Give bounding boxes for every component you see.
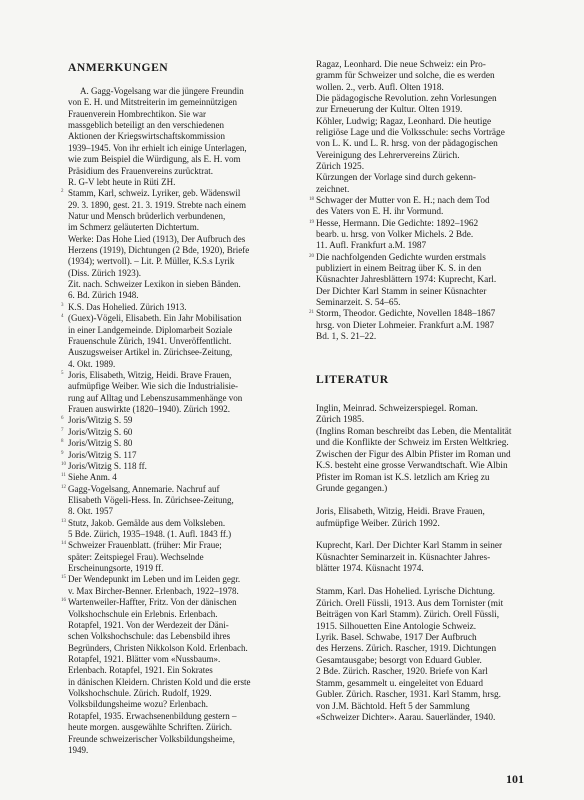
footnote-number: 9: [61, 450, 64, 456]
line-text: Gubler. Zürich. Rascher, 1931. Karl Stamm, hrsg.: [316, 690, 502, 701]
text-line: [316, 518, 440, 531]
footnote-number: 20: [309, 253, 314, 259]
line-text: Stamm, Karl. Das Hohelied. Lyrische Dichtung.: [316, 587, 495, 598]
line-text: 1949.: [68, 744, 89, 755]
line-text: Frauen auswirkte (1820–1940). Zürich 1992.: [68, 404, 230, 415]
text-line: [68, 744, 88, 757]
line-text: Zürich. Orell Füssli, 1913. Aus dem Tornister (mit: [316, 598, 504, 609]
line-text: 1915. Silhouetten Eine Antologie Schweiz.: [316, 621, 477, 632]
line-text: wollen. 2., verb. Aufl. Olten 1918.: [316, 82, 444, 93]
line-text: (Guex)-Vögeli, Elisabeth. Ein Jahr Mobilisation: [68, 313, 242, 324]
line-text: heute morgen. ausgewählte Schriften. Zürich.: [68, 722, 233, 733]
line-text: zeichnet.: [316, 184, 350, 195]
line-text: Der Dichter Karl Stamm in seiner Küsnachter: [316, 286, 487, 297]
line-text: Freunde schweizerischer Volksbildungsheime,: [68, 733, 235, 744]
line-text: hrsg. von Dieter Lohmeier. Frankfurt a.M. 1987: [316, 320, 495, 331]
footnote-number: 11: [61, 473, 66, 479]
line-text: Volkshochschule. Zürich. Rudolf, 1929.: [68, 688, 212, 699]
line-text: Begründers, Christen Nikkolson Kold. Erlenbach.: [68, 642, 248, 653]
line-text: K.S. Das Hohelied. Zürich 1913.: [68, 301, 187, 312]
line-text: Natur und Mensch brüderlich verbundenen,: [68, 210, 226, 221]
line-text: massgeblich beteiligt an den verschiedenen: [68, 120, 224, 131]
line-text: Erlenbach. Rotapfel, 1921. Ein Sokrates: [68, 665, 213, 676]
line-text: aufmüpfige Weiber. Wie sich die Industrialisie-: [68, 381, 239, 392]
line-text: Die nachfolgenden Gedichte wurden erstmals: [316, 252, 486, 263]
footnote-number: 6: [61, 416, 64, 422]
line-text: Küsnachter Jahresblättern 1974: Kuprecht, Karl.: [316, 275, 497, 286]
footnote-number: 19: [309, 219, 314, 225]
line-text: Rotapfel, 1935. Erwachsenenbildung gestern –: [68, 710, 237, 721]
line-text: Joris, Elisabeth, Witzig, Heidi. Brave Frauen,: [68, 370, 232, 380]
line-text: Kürzungen der Vorlage sind durch gekenn-: [316, 173, 476, 184]
page-number: 101: [506, 772, 524, 786]
line-text: (Inglins Roman beschreibt das Leben, die Mentalität: [316, 426, 512, 437]
line-text: Vereinigung des Lehrervereins Zürich.: [316, 150, 460, 161]
line-text: Stamm, Karl, schweiz. Lyriker, geb. Wädenswil: [68, 188, 241, 199]
line-text: Joris/Witzig S. 118 ff.: [68, 460, 147, 471]
line-text: religiöse Lage und die Volksschule: sechs Vorträge: [316, 127, 505, 138]
line-text: Elisabeth Vögeli-Hess. In. Zürichsee-Zeitung,: [68, 494, 234, 505]
line-text: 6. Bd. Zürich 1948.: [68, 290, 139, 301]
line-text: später: Zeitspiegel Frau). Wechselnde: [68, 551, 204, 562]
footnote-number: 8: [61, 439, 64, 445]
line-text: des Herzens. Zürich. Rascher, 1919. Dichtungen: [316, 644, 497, 655]
line-text: A. Gagg-Vogelsang war die jüngere Freundin: [80, 86, 244, 96]
line-text: 5 Bde. Zürich, 1935–1948. (1. Aufl. 1843 ff.): [68, 529, 232, 540]
line-text: Joris, Elisabeth, Witzig, Heidi. Brave Frauen,: [316, 507, 485, 518]
line-text: Rotapfel, 1921. Blätter vom «Nussbaum».: [68, 654, 221, 664]
footnote-number: 2: [61, 189, 64, 195]
line-text: R. G-V lebt heute in Rüti ZH.: [68, 176, 176, 187]
line-text: Inglin, Meinrad. Schweizerspiegel. Roman.: [316, 404, 478, 414]
line-text: Stutz, Jakob. Gemälde aus dem Volksleben.: [68, 517, 226, 528]
line-text: Kuprecht, Karl. Der Dichter Karl Stamm in seiner: [316, 541, 503, 552]
line-text: K.S. besteht eine grosse Verwandtschaft. Wie Albin: [316, 461, 508, 472]
line-text: bearb. u. hrsg. von Volker Michels. 2 Bde.: [316, 229, 474, 240]
line-text: Ragaz, Leonhard. Die neue Schweiz: ein Pro-: [316, 60, 486, 70]
line-text: Werke: Das Hohe Lied (1913), Der Aufbruch des: [68, 233, 246, 244]
footnote-number: 14: [61, 541, 66, 547]
line-text: Pfister im Roman ist K.S. letzlich am Krieg zu: [316, 472, 490, 483]
line-text: wie zum Beispiel die Würdigung, als E. H. vom: [68, 154, 241, 165]
line-text: «Schweizer Dichter». Aarau. Sauerländer, 1940.: [316, 713, 496, 724]
line-text: 2 Bde. Zürich. Rascher, 1920. Briefe von Karl: [316, 667, 488, 678]
line-text: in einer Landgemeinde. Diplomarbeit Soziale: [68, 324, 233, 335]
line-text: Grunde gegangen.): [316, 484, 388, 495]
section-heading-anmerkungen: ANMERKUNGEN: [68, 61, 169, 74]
line-text: Aktionen der Kriegswirtschaftskommission: [68, 131, 225, 142]
line-text: 29. 3. 1890, gest. 21. 3. 1919. Strebte nach einem: [68, 199, 246, 210]
line-text: Schwager der Mutter von E. H.; nach dem Tod: [316, 195, 490, 206]
line-text: Siehe Anm. 4: [68, 472, 117, 483]
line-text: von L. K. und L. R. hrsg. von der pädagogischen: [316, 139, 498, 150]
line-text: Gagg-Vogelsang, Annemarie. Nachruf auf: [68, 483, 220, 494]
line-text: Die pädagogische Revolution. zehn Vorlesungen: [316, 93, 497, 104]
line-text: in dänischen Kleidern. Christen Kold und die erste: [68, 676, 251, 687]
line-text: Präsidium des Frauenvereins zurücktrat.: [68, 165, 213, 176]
line-text: Joris/Witzig S. 60: [68, 426, 133, 437]
line-text: Auszugsweiser Artikel in. Zürichsee-Zeitung,: [68, 347, 233, 358]
line-text: Zit. nach. Schweizer Lexikon in sieben Bänden.: [68, 279, 241, 290]
line-text: Zürich 1985.: [316, 415, 365, 426]
line-text: aufmüpfige Weiber. Zürich 1992.: [316, 518, 440, 529]
footnote-number: 18: [309, 196, 314, 202]
text-line: [316, 483, 387, 496]
line-text: Zwischen der Figur des Albin Pfister im Roman und: [316, 449, 511, 460]
line-text: Beiträgen von Karl Stamm). Zürich. Orell Füssli,: [316, 610, 500, 621]
line-text: Frauenverein Hombrechtikon. Sie war: [68, 108, 206, 119]
line-text: 1939–1945. Von ihr erhielt ich einige Unterlagen,: [68, 142, 247, 153]
footnote-number: 5: [61, 371, 64, 376]
line-text: 11. Aufl. Frankfurt a.M. 1987: [316, 241, 427, 252]
line-text: Gesamtausgabe; besorgt von Eduard Gubler.: [316, 655, 482, 666]
footnote-number: 10: [61, 461, 66, 467]
line-text: 8. Okt. 1957: [68, 506, 113, 517]
line-text: publiziert in einem Beitrag über K. S. in den: [316, 263, 482, 274]
line-text: Seminarzeit. S. 54–65.: [316, 297, 401, 308]
footnote-number: 7: [61, 427, 64, 433]
footnote-number: 3: [61, 302, 64, 308]
line-text: blätter 1974. Küsnacht 1974.: [316, 564, 424, 575]
line-text: Volkshochschule ein Erlebnis. Erlenbach.: [68, 608, 218, 619]
line-text: Erscheinungsorte, 1919 ff.: [68, 563, 164, 574]
line-text: Köhler, Ludwig; Ragaz, Leonhard. Die heutige: [316, 116, 492, 127]
line-text: Joris/Witzig S. 80: [68, 438, 133, 449]
footnote-number: 12: [61, 484, 66, 490]
line-text: Küsnachter Seminarzeit in. Küsnachter Jahres-: [316, 552, 491, 563]
line-text: und die Konflikte der Schweiz im Ersten Weltkrieg.: [316, 438, 509, 449]
line-text: Lyrik. Basel. Schwabe, 1917 Der Aufbruch: [316, 633, 477, 643]
line-text: Bd. 1, S. 21–22.: [316, 331, 377, 342]
line-text: Joris/Witzig S. 59: [68, 415, 133, 426]
line-text: von E. H. und Mitstreiterin im gemeinnützigen: [68, 97, 237, 108]
line-text: Joris/Witzig S. 117: [68, 449, 137, 460]
text-line: [316, 331, 376, 344]
line-text: Rotapfel, 1921. Von der Werdezeit der Däni-: [68, 619, 229, 630]
footnote-number: 13: [61, 518, 66, 524]
text-line: [68, 733, 235, 746]
line-text: Stamm, gesammelt u. eingeleitet von Eduard: [316, 678, 484, 689]
line-text: Herzens (1919), Dichtungen (2 Bde, 1920), Briefe: [68, 245, 250, 256]
line-text: schen Volkshochschule: das Lebensbild ihres: [68, 631, 231, 642]
line-text: Volksbildungsheime wozu? Erlenbach.: [68, 699, 209, 710]
line-text: (1934); wertvoll). – Lit. P. Müller, K.S.s Lyrik: [68, 256, 235, 267]
line-text: Wartenweiler-Haffter, Fritz. Von der dänischen: [68, 597, 237, 608]
line-text: Der Wendepunkt im Leben und im Leiden gegr.: [68, 574, 241, 585]
footnote-number: 15: [61, 575, 66, 581]
line-text: von J.M. Bächtold. Heft 5 der Sammlung: [316, 701, 470, 712]
line-text: 4. Okt. 1989.: [68, 358, 116, 369]
line-text: im Schmerz geläuterten Dichtertum.: [68, 222, 199, 233]
line-text: des Vaters von E. H. ihr Vormund.: [316, 207, 444, 218]
line-text: Zürich 1925.: [316, 161, 365, 172]
line-text: (Diss. Zürich 1923).: [68, 267, 141, 278]
footnote-number: 21: [309, 310, 314, 316]
footnote-number: 4: [61, 314, 64, 320]
text-line: [316, 712, 495, 725]
line-text: Storm, Theodor. Gedichte, Novellen 1848–1867: [316, 309, 496, 320]
line-text: rung auf Alltag und Lebenszusammenhänge von: [68, 392, 243, 403]
line-text: gramm für Schweizer und solche, die es werden: [316, 71, 495, 82]
line-text: Hesse, Hermann. Die Gedichte: 1892–1962: [316, 218, 479, 229]
line-text: Frauenschule Zürich, 1941. Unveröffentlicht.: [68, 335, 232, 346]
footnote-number: 16: [61, 598, 66, 604]
line-text: zur Erneuerung der Kultur. Olten 1919.: [316, 105, 463, 116]
text-line: [316, 563, 424, 576]
line-text: v. Max Bircher-Benner. Erlenbach, 1922–1978.: [68, 585, 239, 596]
section-heading-literatur: LITERATUR: [316, 373, 389, 386]
line-text: Schweizer Frauenblatt. (früher: Mir Fraue;: [68, 540, 222, 551]
